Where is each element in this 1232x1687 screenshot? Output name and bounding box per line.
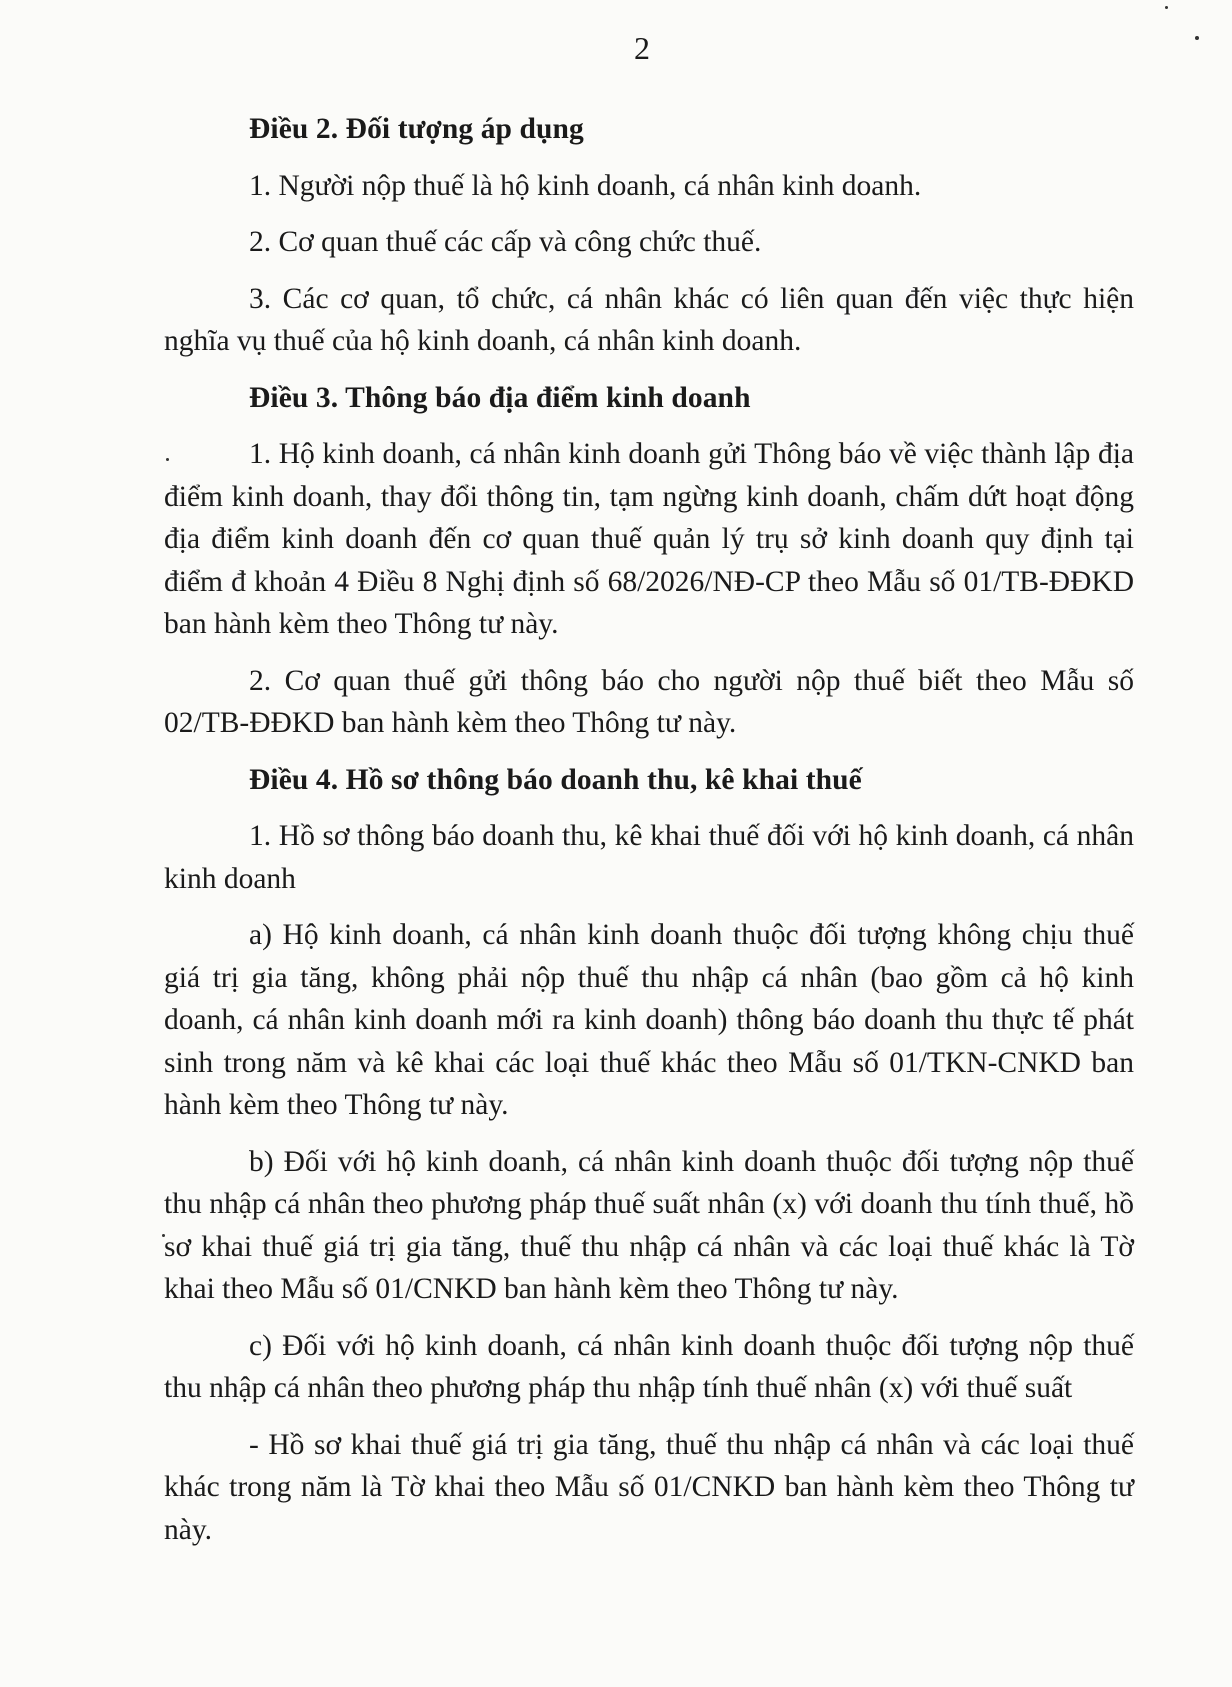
article-3-clause-2: 2. Cơ quan thuế gửi thông báo cho người nộp thuế biết theo Mẫu số 02/TB-ĐĐKD ban hành kèm theo Thông tư này. (164, 664, 1134, 739)
article-4-point-b: b) Đối với hộ kinh doanh, cá nhân kinh doanh thuộc đối tượng nộp thuế thu nhập cá nhân theo phương pháp thuế suất nhân (x) với doanh thu tính thuế, hồ sơ khai thuế giá trị gia tăng, thuế thu nhập cá nhân và các loại thuế khác là Tờ khai theo Mẫu số 01/CNKD ban hành kèm theo Thông tư này. (164, 1145, 1134, 1305)
article-4-point-a: a) Hộ kinh doanh, cá nhân kinh doanh thuộc đối tượng không chịu thuế giá trị gia tăng, không phải nộp thuế thu nhập cá nhân (bao gồm cả hộ kinh doanh, cá nhân kinh doanh mới ra kinh doanh) thông báo doanh thu thực tế phát sinh trong năm và kê khai các loại thuế khác theo Mẫu số 01/TKN-CNKD ban hành kèm theo Thông tư này. (164, 919, 1134, 1121)
article-2-clause-1: 1. Người nộp thuế là hộ kinh doanh, cá nhân kinh doanh. (249, 169, 922, 202)
article-2-clause-3: 3. Các cơ quan, tổ chức, cá nhân khác có liên quan đến việc thực hiện nghĩa vụ thuế của hộ kinh doanh, cá nhân kinh doanh. (164, 282, 1134, 357)
article-3-clause-1: 1. Hộ kinh doanh, cá nhân kinh doanh gửi Thông báo về việc thành lập địa điểm kinh doanh, thay đổi thông tin, tạm ngừng kinh doanh, chấm dứt hoạt động địa điểm kinh doanh đến cơ quan thuế quản lý trụ sở kinh doanh quy định tại điểm đ khoản 4 Điều 8 Nghị định số 68/2026/NĐ-CP theo Mẫu số 01/TB-ĐĐKD ban hành kèm theo Thông tư này. (164, 438, 1134, 640)
article-2-heading: Điều 2. Đối tượng áp dụng (249, 113, 584, 145)
article-4-point-c-dash: - Hồ sơ khai thuế giá trị gia tăng, thuế thu nhập cá nhân và các loại thuế khác trong năm là Tờ khai theo Mẫu số 01/CNKD ban hành kèm theo Thông tư này. (164, 1428, 1134, 1546)
article-3-heading: Điều 3. Thông báo địa điểm kinh doanh (249, 381, 751, 414)
article-4-clause-1: 1. Hồ sơ thông báo doanh thu, kê khai thuế đối với hộ kinh doanh, cá nhân kinh doanh (164, 820, 1134, 895)
scan-speck (1195, 36, 1199, 40)
scan-speck (1165, 6, 1168, 9)
article-4-heading: Điều 4. Hồ sơ thông báo doanh thu, kê khai thuế (249, 763, 862, 796)
article-2-clause-2: 2. Cơ quan thuế các cấp và công chức thuế. (249, 226, 762, 258)
article-4-point-c: c) Đối với hộ kinh doanh, cá nhân kinh doanh thuộc đối tượng nộp thuế thu nhập cá nhân theo phương pháp thu nhập tính thuế nhân (x) với thuế suất (164, 1329, 1134, 1404)
page-number: 2 (634, 30, 650, 66)
document-body (164, 108, 1134, 1565)
